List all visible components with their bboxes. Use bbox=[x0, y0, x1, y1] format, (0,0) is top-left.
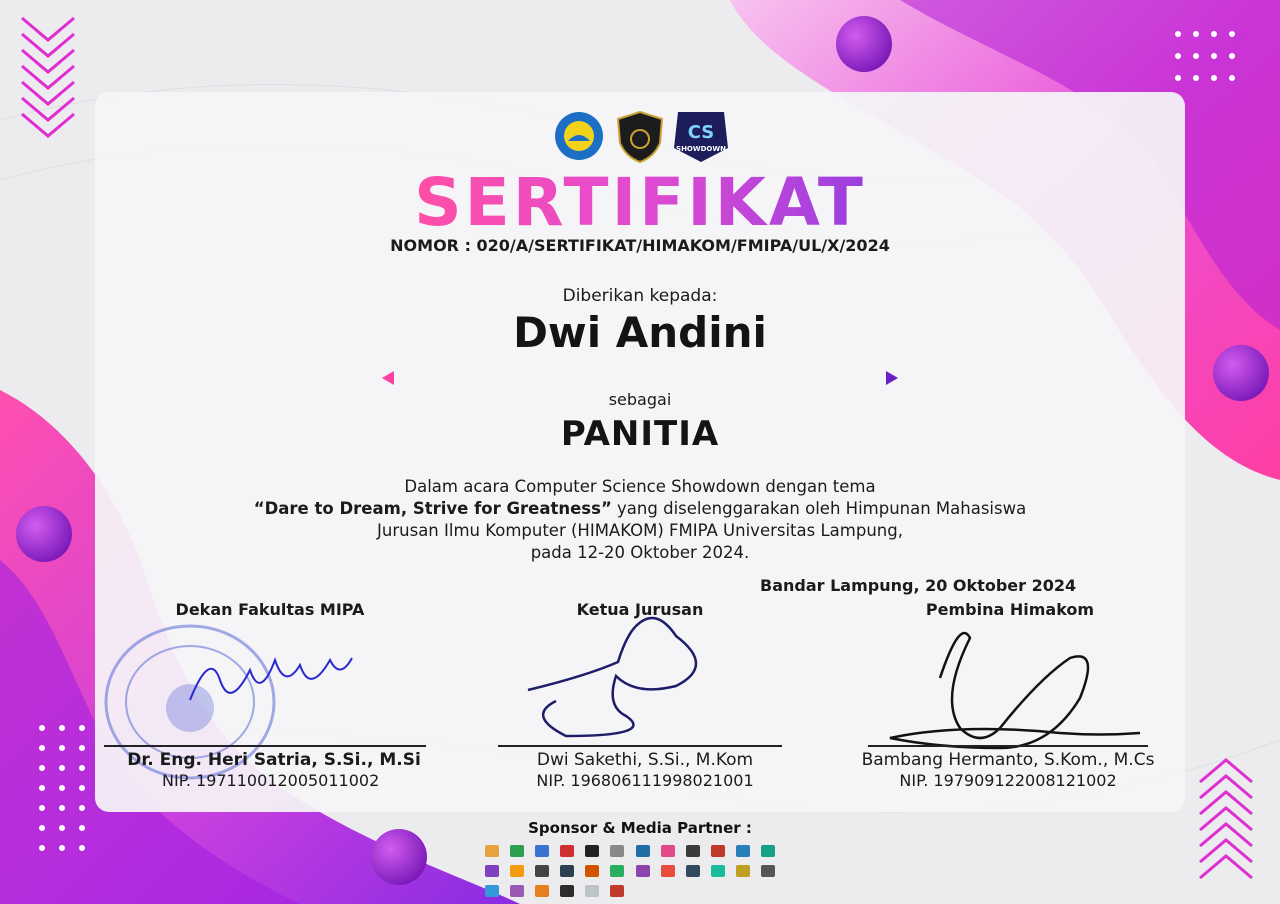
place-date: Bandar Lampung, 20 Oktober 2024 bbox=[760, 576, 1077, 595]
sponsor-logo bbox=[661, 865, 675, 877]
sponsor-logo bbox=[510, 845, 524, 857]
signatory-3-title: Pembina Himakom bbox=[925, 600, 1095, 619]
sponsor-logo bbox=[535, 865, 549, 877]
signatory-3-name: Bambang Hermanto, S.Kom., M.Cs bbox=[861, 750, 1155, 770]
description-line-4: pada 12-20 Oktober 2024. bbox=[530, 543, 750, 562]
signature-1 bbox=[180, 640, 360, 720]
sponsor-logo bbox=[485, 845, 499, 857]
svg-text:CS: CS bbox=[687, 122, 715, 143]
signatory-2-title: Ketua Jurusan bbox=[576, 600, 704, 619]
description-line-2: “Dare to Dream, Strive for Greatness” yang diselenggarakan oleh Himpunan Mahasiswa bbox=[253, 499, 1027, 518]
sponsor-logo bbox=[610, 885, 624, 897]
description-line-1: Dalam acara Computer Science Showdown dengan tema bbox=[404, 477, 876, 496]
certificate-title: SERTIFIKAT bbox=[414, 164, 866, 241]
sponsor-logo bbox=[535, 845, 549, 857]
sponsor-logo bbox=[560, 885, 574, 897]
sponsor-logo bbox=[736, 865, 750, 877]
sponsor-logo bbox=[711, 845, 725, 857]
signatory-2-line bbox=[498, 745, 782, 747]
as-label: sebagai bbox=[608, 390, 672, 409]
sponsor-logo bbox=[485, 865, 499, 877]
signature-2 bbox=[526, 606, 726, 746]
sponsor-logo bbox=[636, 845, 650, 857]
description-line-3: Jurusan Ilmu Komputer (HIMAKOM) FMIPA Universitas Lampung, bbox=[377, 521, 903, 540]
signatory-1-nip: NIP. 197110012005011002 bbox=[162, 771, 380, 790]
signatory-3-nip: NIP. 197909122008121002 bbox=[899, 771, 1117, 790]
signatory-1-title: Dekan Fakultas MIPA bbox=[175, 600, 365, 619]
sponsor-logo bbox=[510, 865, 524, 877]
sponsor-title: Sponsor & Media Partner : bbox=[528, 819, 752, 837]
sponsor-logos bbox=[482, 843, 802, 903]
divider-arrow bbox=[380, 368, 900, 388]
unila-logo-icon bbox=[554, 111, 604, 161]
signatory-1-name: Dr. Eng. Heri Satria, S.Si., M.Si bbox=[127, 750, 421, 770]
svg-text:SHOWDOWN: SHOWDOWN bbox=[676, 145, 726, 153]
sponsor-logo bbox=[610, 865, 624, 877]
signatory-2-nip: NIP. 196806111998021001 bbox=[536, 771, 754, 790]
role-title: PANITIA bbox=[560, 414, 720, 454]
sponsor-logo bbox=[510, 885, 524, 897]
cs-showdown-logo-icon bbox=[670, 108, 732, 164]
sponsor-logo bbox=[585, 885, 599, 897]
given-to-label: Diberikan kepada: bbox=[562, 286, 718, 306]
recipient-name: Dwi Andini bbox=[513, 308, 767, 357]
sponsor-logo bbox=[761, 865, 775, 877]
sponsor-logo bbox=[661, 845, 675, 857]
signatory-1-line bbox=[104, 745, 426, 747]
event-description bbox=[0, 476, 1280, 564]
sponsor-logo bbox=[736, 845, 750, 857]
himakom-logo-icon bbox=[616, 111, 664, 163]
sponsor-logo bbox=[711, 865, 725, 877]
sponsor-logo bbox=[610, 845, 624, 857]
signatory-3-line bbox=[868, 745, 1148, 747]
sponsor-logo bbox=[485, 885, 499, 897]
event-theme: “Dare to Dream, Strive for Greatness” bbox=[253, 499, 612, 518]
sponsor-logo bbox=[585, 845, 599, 857]
sponsor-logo bbox=[535, 885, 549, 897]
signatory-2-name: Dwi Sakethi, S.Si., M.Kom bbox=[536, 750, 754, 770]
sponsor-logo bbox=[686, 845, 700, 857]
sponsor-logo bbox=[560, 845, 574, 857]
sponsor-logo bbox=[686, 865, 700, 877]
certificate-number: NOMOR : 020/A/SERTIFIKAT/HIMAKOM/FMIPA/UL/X/2024 bbox=[390, 236, 890, 255]
sponsor-logo bbox=[585, 865, 599, 877]
sponsor-logo bbox=[761, 845, 775, 857]
sponsor-logo bbox=[560, 865, 574, 877]
sponsor-logo bbox=[636, 865, 650, 877]
